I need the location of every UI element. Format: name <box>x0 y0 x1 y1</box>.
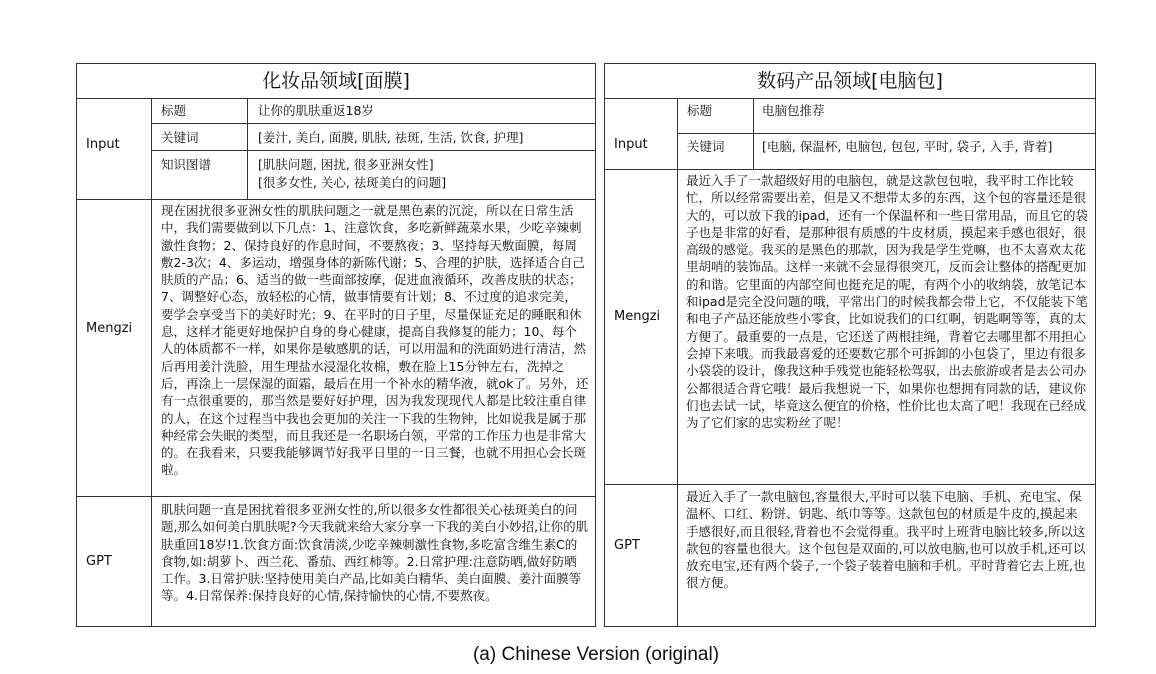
gpt-output-text: 肌肤问题一直是困扰着很多亚洲女性的,所以很多女性都很关心祛斑美白的问题,那么如何美白肌肤呢?今天我就来给大家分享一下我的美白小妙招,让你的肌肤重回18岁!1.饮食方面:饮食清淡,少吃辛辣刺激性食物,多吃富含维生素C的食物,如:胡萝卜、西兰花、番茄、西红柿等。2.日常护理:注意防晒,做好防晒工作。3.日常护肤:坚持使用美白产品,比如美白精华、美白面膜、姜汁面膜等等。4.日常保养:保持良好的心情,保持愉快的心情,不要熬夜。 <box>161 502 589 604</box>
digital-products-table <box>604 63 1096 627</box>
kg-field-label: 知识图谱 <box>161 157 212 172</box>
section-divider <box>77 496 595 497</box>
section-divider <box>77 199 595 200</box>
digital-products-table-title: 数码产品领域[电脑包] <box>605 64 1095 99</box>
kg-field-line-2: [很多女性, 关心, 祛斑美白的问题] <box>258 175 447 190</box>
keywords-field-label: 关键词 <box>161 130 199 145</box>
mengzi-output-text: 现在困扰很多亚洲女性的肌肤问题之一就是黑色素的沉淀，所以在日常生活中，我们需要做到以下几点：1、注意饮食，多吃新鲜蔬菜水果，少吃辛辣刺激性食物；2、保持良好的作息时间，不要熬夜；3、坚持每天敷面膜，每周敷2-3次；4、多运动，增强身体的新陈代谢；5、合理的护肤，选择适合自己肤质的产品；6、适当的做一些面部按摩，促进血液循环，改善皮肤的状态；7、调整好心态，放轻松的心情，做事情要有计划；8、不过度的追求完美，要学会享受当下的美好时光；9、在平时的日子里，尽量保证充足的睡眠和休息，这样才能更好地保护自身的身心健康，提高自我修复的能力；10、每个人的体质都不一样，如果你是敏感肌的话，可以用温和的洗面奶进行清洁，然后再用姜汁洗脸，用生理盐水浸湿化妆棉，敷在脸上15分钟左右，洗掉之后，再涂上一层保湿的面霜，最后在用一个补水的精华液，就ok了。另外，还有一点很重要的，那当然是要好好护理，因为我发现现代人都是比较注重自律的人，在这个过程当中我也会更加的关注一下我的生物钟，比如说我是属于那种经常会失眠的类型，而且我还是一名职场白领，平常的工作压力也是非常大的。在我看来，只要我能够调节好我平日里的一日三餐，也就不用担心会长斑啦。 <box>161 203 589 478</box>
gpt-row-label: GPT <box>86 554 112 569</box>
title-field-value: 电脑包推荐 <box>762 103 825 118</box>
keywords-field-value: [姜汁, 美白, 面膜, 肌肤, 祛斑, 生活, 饮食, 护理] <box>258 130 524 145</box>
keywords-field-label: 关键词 <box>687 139 725 154</box>
cosmetics-table <box>76 63 596 627</box>
row-divider <box>677 133 1095 134</box>
section-divider <box>605 484 1095 485</box>
mengzi-row-label: Mengzi <box>86 321 133 336</box>
field-label-divider <box>247 98 248 199</box>
cosmetics-table-title: 化妆品领域[面膜] <box>77 64 595 99</box>
section-divider <box>605 169 1095 170</box>
label-column-divider <box>677 98 678 626</box>
mengzi-row-label: Mengzi <box>614 309 661 324</box>
title-field-label: 标题 <box>687 103 713 118</box>
title-field-label: 标题 <box>161 103 187 118</box>
input-row-label: Input <box>86 137 120 152</box>
row-divider <box>151 150 595 151</box>
input-row-label: Input <box>614 137 648 152</box>
row-divider <box>151 123 595 124</box>
gpt-output-text: 最近入手了一款电脑包,容量很大,平时可以装下电脑、手机、充电宝、保温杯、口红、粉饼、钥匙、纸巾等等。这款包包的材质是牛皮的,摸起来手感很好,而且很轻,背着也不会觉得重。我平时上班背电脑比较多,所以这款包的容量也很大。这个包包是双面的,可以放电脑,也可以放手机,还可以放充电宝,还有两个袋子,一个袋子装着电脑和手机。平时背着它去上班,也很方便。 <box>686 489 1086 591</box>
title-field-value: 让你的肌肤重返18岁 <box>258 103 374 118</box>
mengzi-output-text: 最近入手了一款超级好用的电脑包，就是这款包包啦，我平时工作比较忙，所以经常需要出差，但是又不想带太多的东西，这个包的容量还是很大的，可以放下我的ipad，还有一个保温杯和一些日常用品，而且它的袋子也是非常的好看，是那种很有质感的牛皮材质，摸起来手感也很好，很高级的感觉。我买的是黑色的那款，因为我是学生党嘛，也不太喜欢太花里胡哨的装饰品。这样一来就不会显得很突兀，反而会让整体的搭配更加的和谐。它里面的内部空间也挺充足的呢，有两个小的收纳袋，放笔记本和ipad是完全没问题的哦，平常出门的时候我都会带上它，不仅能装下笔和电子产品还能放些小零食，比如说我们的口红啊，钥匙啊等等，真的太方便了。最重要的一点是，它还送了两根挂绳，背着它去哪里都不用担心会掉下来哦。而我最喜爱的还要数它那个可拆卸的小包袋了，里边有很多小袋袋的设计，像我这种手残党也能轻松驾驭，出去旅游或者是去公司办公都很适合背它哦！最后我想说一下，如果你也想拥有同款的话，建议你们也去试一试，毕竟这么便宜的价格，性价比也太高了吧！我现在已经成为了它们家的忠实粉丝了呢！ <box>686 173 1089 431</box>
gpt-row-label: GPT <box>614 538 640 553</box>
figure-caption: (a) Chinese Version (original) <box>472 644 720 665</box>
label-column-divider <box>151 98 152 626</box>
kg-field-line-1: [肌肤问题, 困扰, 很多亚洲女性] <box>258 157 434 172</box>
keywords-field-value: [电脑, 保温杯, 电脑包, 包包, 平时, 袋子, 入手, 背着] <box>762 139 1053 154</box>
